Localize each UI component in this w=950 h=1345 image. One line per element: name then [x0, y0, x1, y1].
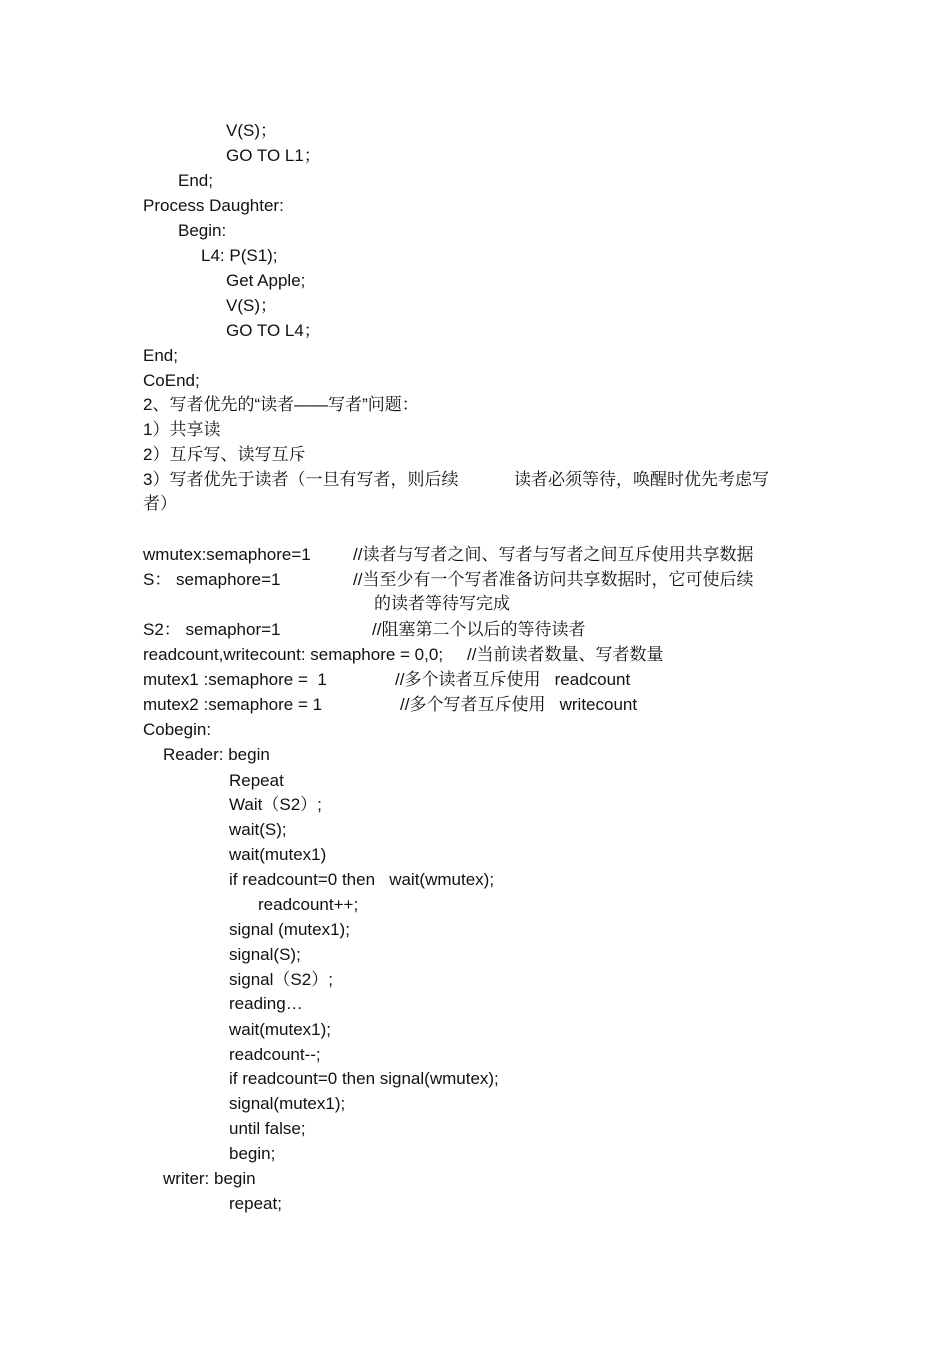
declaration-comment: //读者与写者之间、写者与写者之间互斥使用共享数据 — [353, 545, 754, 564]
code-line: wait(mutex1); — [229, 1020, 332, 1039]
code-line: repeat; — [229, 1194, 282, 1213]
code-line: if readcount=0 then signal(wmutex); — [229, 1069, 499, 1088]
code-line: until false; — [229, 1119, 306, 1138]
declaration-comment: //当至少有一个写者准备访问共享数据时，它可使后续 — [353, 570, 754, 589]
rule-line: 读者必须等待，唤醒时优先考虑写 — [514, 470, 769, 489]
code-line: Get Apple; — [226, 271, 306, 290]
declaration-comment: //当前读者数量、写者数量 — [467, 645, 664, 664]
code-line: Wait（S2）; — [229, 795, 322, 814]
code-line: GO TO L1； — [226, 146, 321, 165]
code-line: CoEnd; — [143, 371, 200, 390]
code-line: V(S)； — [226, 121, 277, 140]
rule-line: 3）写者优先于读者（一旦有写者，则后续 — [143, 470, 459, 489]
code-line: Repeat — [229, 771, 284, 790]
code-line: signal(mutex1); — [229, 1094, 346, 1113]
declaration-comment: //多个读者互斥使用 readcount — [395, 670, 631, 689]
rule-line: 2）互斥写、读写互斥 — [143, 445, 306, 464]
code-line: L4: P(S1); — [201, 246, 278, 265]
code-line: begin; — [229, 1144, 276, 1163]
code-line: signal(S); — [229, 945, 301, 964]
declaration-code: mutex2 :semaphore = 1 — [143, 695, 323, 714]
declaration-code: readcount,writecount: semaphore = 0,0; — [143, 645, 444, 664]
code-line: wait(S); — [229, 820, 287, 839]
code-line: V(S)； — [226, 296, 277, 315]
code-line: wait(mutex1) — [229, 845, 327, 864]
code-line: reading… — [229, 994, 303, 1013]
code-line: Begin: — [178, 221, 227, 240]
declaration-code: S： semaphore=1 — [143, 570, 281, 589]
declaration-comment: //多个写者互斥使用 writecount — [400, 695, 638, 714]
code-line: GO TO L4； — [226, 321, 321, 340]
code-line: Cobegin: — [143, 720, 212, 739]
rule-line: 者） — [143, 494, 177, 513]
code-line: readcount--; — [229, 1045, 321, 1064]
declaration-comment: 的读者等待写完成 — [374, 594, 510, 613]
declaration-comment: //阻塞第二个以后的等待读者 — [372, 620, 586, 639]
declaration-code: wmutex:semaphore=1 — [143, 545, 311, 564]
section-title: 2、写者优先的“读者——写者”问题： — [143, 395, 419, 414]
declaration-code: S2： semaphor=1 — [143, 620, 281, 639]
code-line: End; — [178, 171, 213, 190]
reader-header: Reader: begin — [163, 745, 270, 764]
code-line: signal（S2）; — [229, 970, 333, 989]
code-line: readcount++; — [258, 895, 359, 914]
code-line: if readcount=0 then wait(wmutex); — [229, 870, 495, 889]
code-line: Process Daughter: — [143, 196, 284, 215]
code-line: End; — [143, 346, 178, 365]
code-line: signal (mutex1); — [229, 920, 350, 939]
writer-header: writer: begin — [163, 1169, 256, 1188]
rule-line: 1）共享读 — [143, 420, 221, 439]
declaration-code: mutex1 :semaphore = 1 — [143, 670, 327, 689]
